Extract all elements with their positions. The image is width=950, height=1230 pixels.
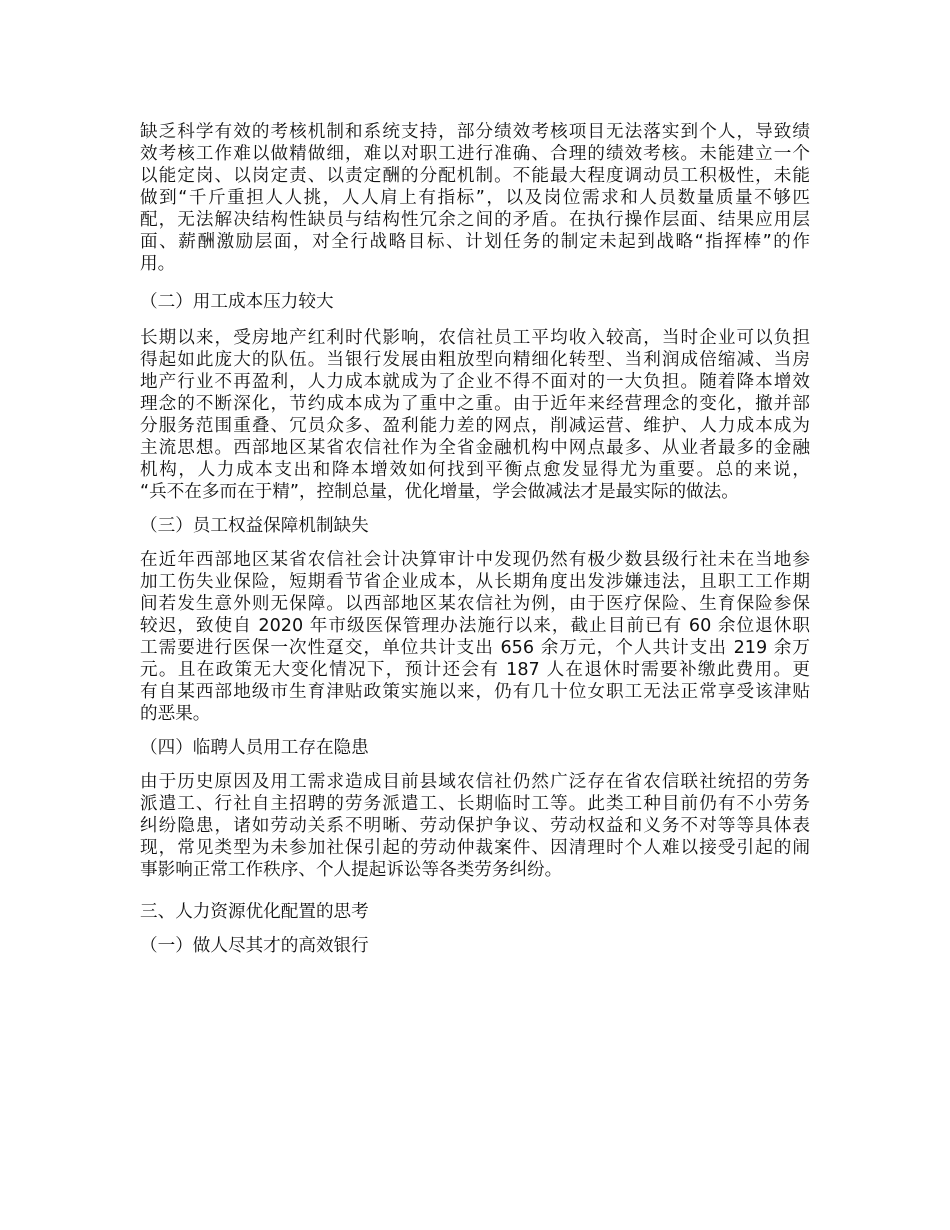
body-paragraph — [140, 549, 810, 725]
paragraph-line: 加工伤失业保险，短期看节省企业成本，从长期角度出发涉嫌违法，且职工工作期 — [140, 572, 810, 592]
paragraph-line: 工需要进行医保一次性趸交，单位共计支出 656 余万元，个人共计支出 219 余万 — [140, 638, 810, 658]
body-paragraph — [140, 327, 810, 503]
paragraph-line: 做到“千斤重担人人挑，人人肩上有指标”，以及岗位需求和人员数量质量不够匹 — [140, 188, 810, 208]
paragraph-line: 由于历史原因及用工需求造成目前县域农信社仍然广泛存在省农信联社统招的劳务 — [140, 772, 810, 792]
paragraph-line: 纠纷隐患，诸如劳动关系不明晰、劳动保护争议、劳动权益和义务不对等等具体表 — [140, 816, 810, 836]
section-heading — [140, 737, 810, 759]
paragraph-line: 用。 — [140, 254, 176, 274]
paragraph-line: 长期以来，受房地产红利时代影响，农信社员工平均收入较高，当时企业可以负担 — [140, 328, 810, 348]
section-heading — [140, 515, 810, 537]
heading-text: （一）做人尽其才的高效银行 — [140, 936, 369, 956]
paragraph-line: 地产行业不再盈利，人力成本就成为了企业不得不面对的一大负担。随着降本增效 — [140, 372, 810, 392]
paragraph-line: 配，无法解决结构性缺员与结构性冗余之间的矛盾。在执行操作层面、结果应用层 — [140, 210, 810, 230]
body-paragraph — [140, 121, 810, 275]
paragraph-line: 得起如此庞大的队伍。当银行发展由粗放型向精细化转型、当利润成倍缩减、当房 — [140, 350, 810, 370]
paragraph-line: 分服务范围重叠、冗员众多、盈利能力差的网点，削减运营、维护、人力成本成为 — [140, 416, 810, 436]
body-paragraph — [140, 771, 810, 881]
section-heading — [140, 901, 810, 923]
section-heading — [140, 935, 810, 957]
paragraph-line: 理念的不断深化，节约成本成为了重中之重。由于近年来经营理念的变化，撤并部 — [140, 394, 810, 414]
paragraph-line: 效考核工作难以做精做细，难以对职工进行准确、合理的绩效考核。未能建立一个 — [140, 144, 810, 164]
paragraph-line: 主流思想。西部地区某省农信社作为全省金融机构中网点最多、从业者最多的金融 — [140, 438, 810, 458]
paragraph-line: 面、薪酬激励层面，对全行战略目标、计划任务的制定未起到战略“指挥棒”的作 — [140, 232, 810, 252]
heading-text: 三、人力资源优化配置的思考 — [140, 902, 369, 922]
paragraph-line: 事影响正常工作秩序、个人提起诉讼等各类劳务纠纷。 — [140, 860, 563, 880]
heading-text: （四）临聘人员用工存在隐患 — [140, 738, 369, 758]
paragraph-line: 间若发生意外则无保障。以西部地区某农信社为例，由于医疗保险、生育保险参保 — [140, 594, 810, 614]
heading-text: （二）用工成本压力较大 — [140, 292, 334, 312]
paragraph-line: “兵不在多而在于精”，控制总量，优化增量，学会做减法才是最实际的做法。 — [140, 482, 739, 502]
paragraph-line: 在近年西部地区某省农信社会计决算审计中发现仍然有极少数县级行社未在当地参 — [140, 550, 810, 570]
heading-text: （三）员工权益保障机制缺失 — [140, 516, 369, 536]
paragraph-line: 元。且在政策无大变化情况下，预计还会有 187 人在退休时需要补缴此费用。更 — [140, 660, 810, 680]
paragraph-line: 派遣工、行社自主招聘的劳务派遣工、长期临时工等。此类工种目前仍有不小劳务 — [140, 794, 810, 814]
paragraph-line: 现，常见类型为未参加社保引起的劳动仲裁案件、因清理时个人难以接受引起的闹 — [140, 838, 810, 858]
section-heading — [140, 291, 810, 313]
paragraph-line: 较迟，致使自 2020 年市级医保管理办法施行以来，截止目前已有 60 余位退休职 — [140, 616, 810, 636]
paragraph-line: 缺乏科学有效的考核机制和系统支持，部分绩效考核项目无法落实到个人，导致绩 — [140, 122, 810, 142]
paragraph-line: 的恶果。 — [140, 704, 211, 724]
paragraph-line: 以能定岗、以岗定责、以责定酬的分配机制。不能最大程度调动员工积极性，未能 — [140, 166, 810, 186]
paragraph-line: 有自某西部地级市生育津贴政策实施以来，仍有几十位女职工无法正常享受该津贴 — [140, 682, 810, 702]
paragraph-line: 机构，人力成本支出和降本增效如何找到平衡点愈发显得尤为重要。总的来说， — [140, 460, 810, 480]
